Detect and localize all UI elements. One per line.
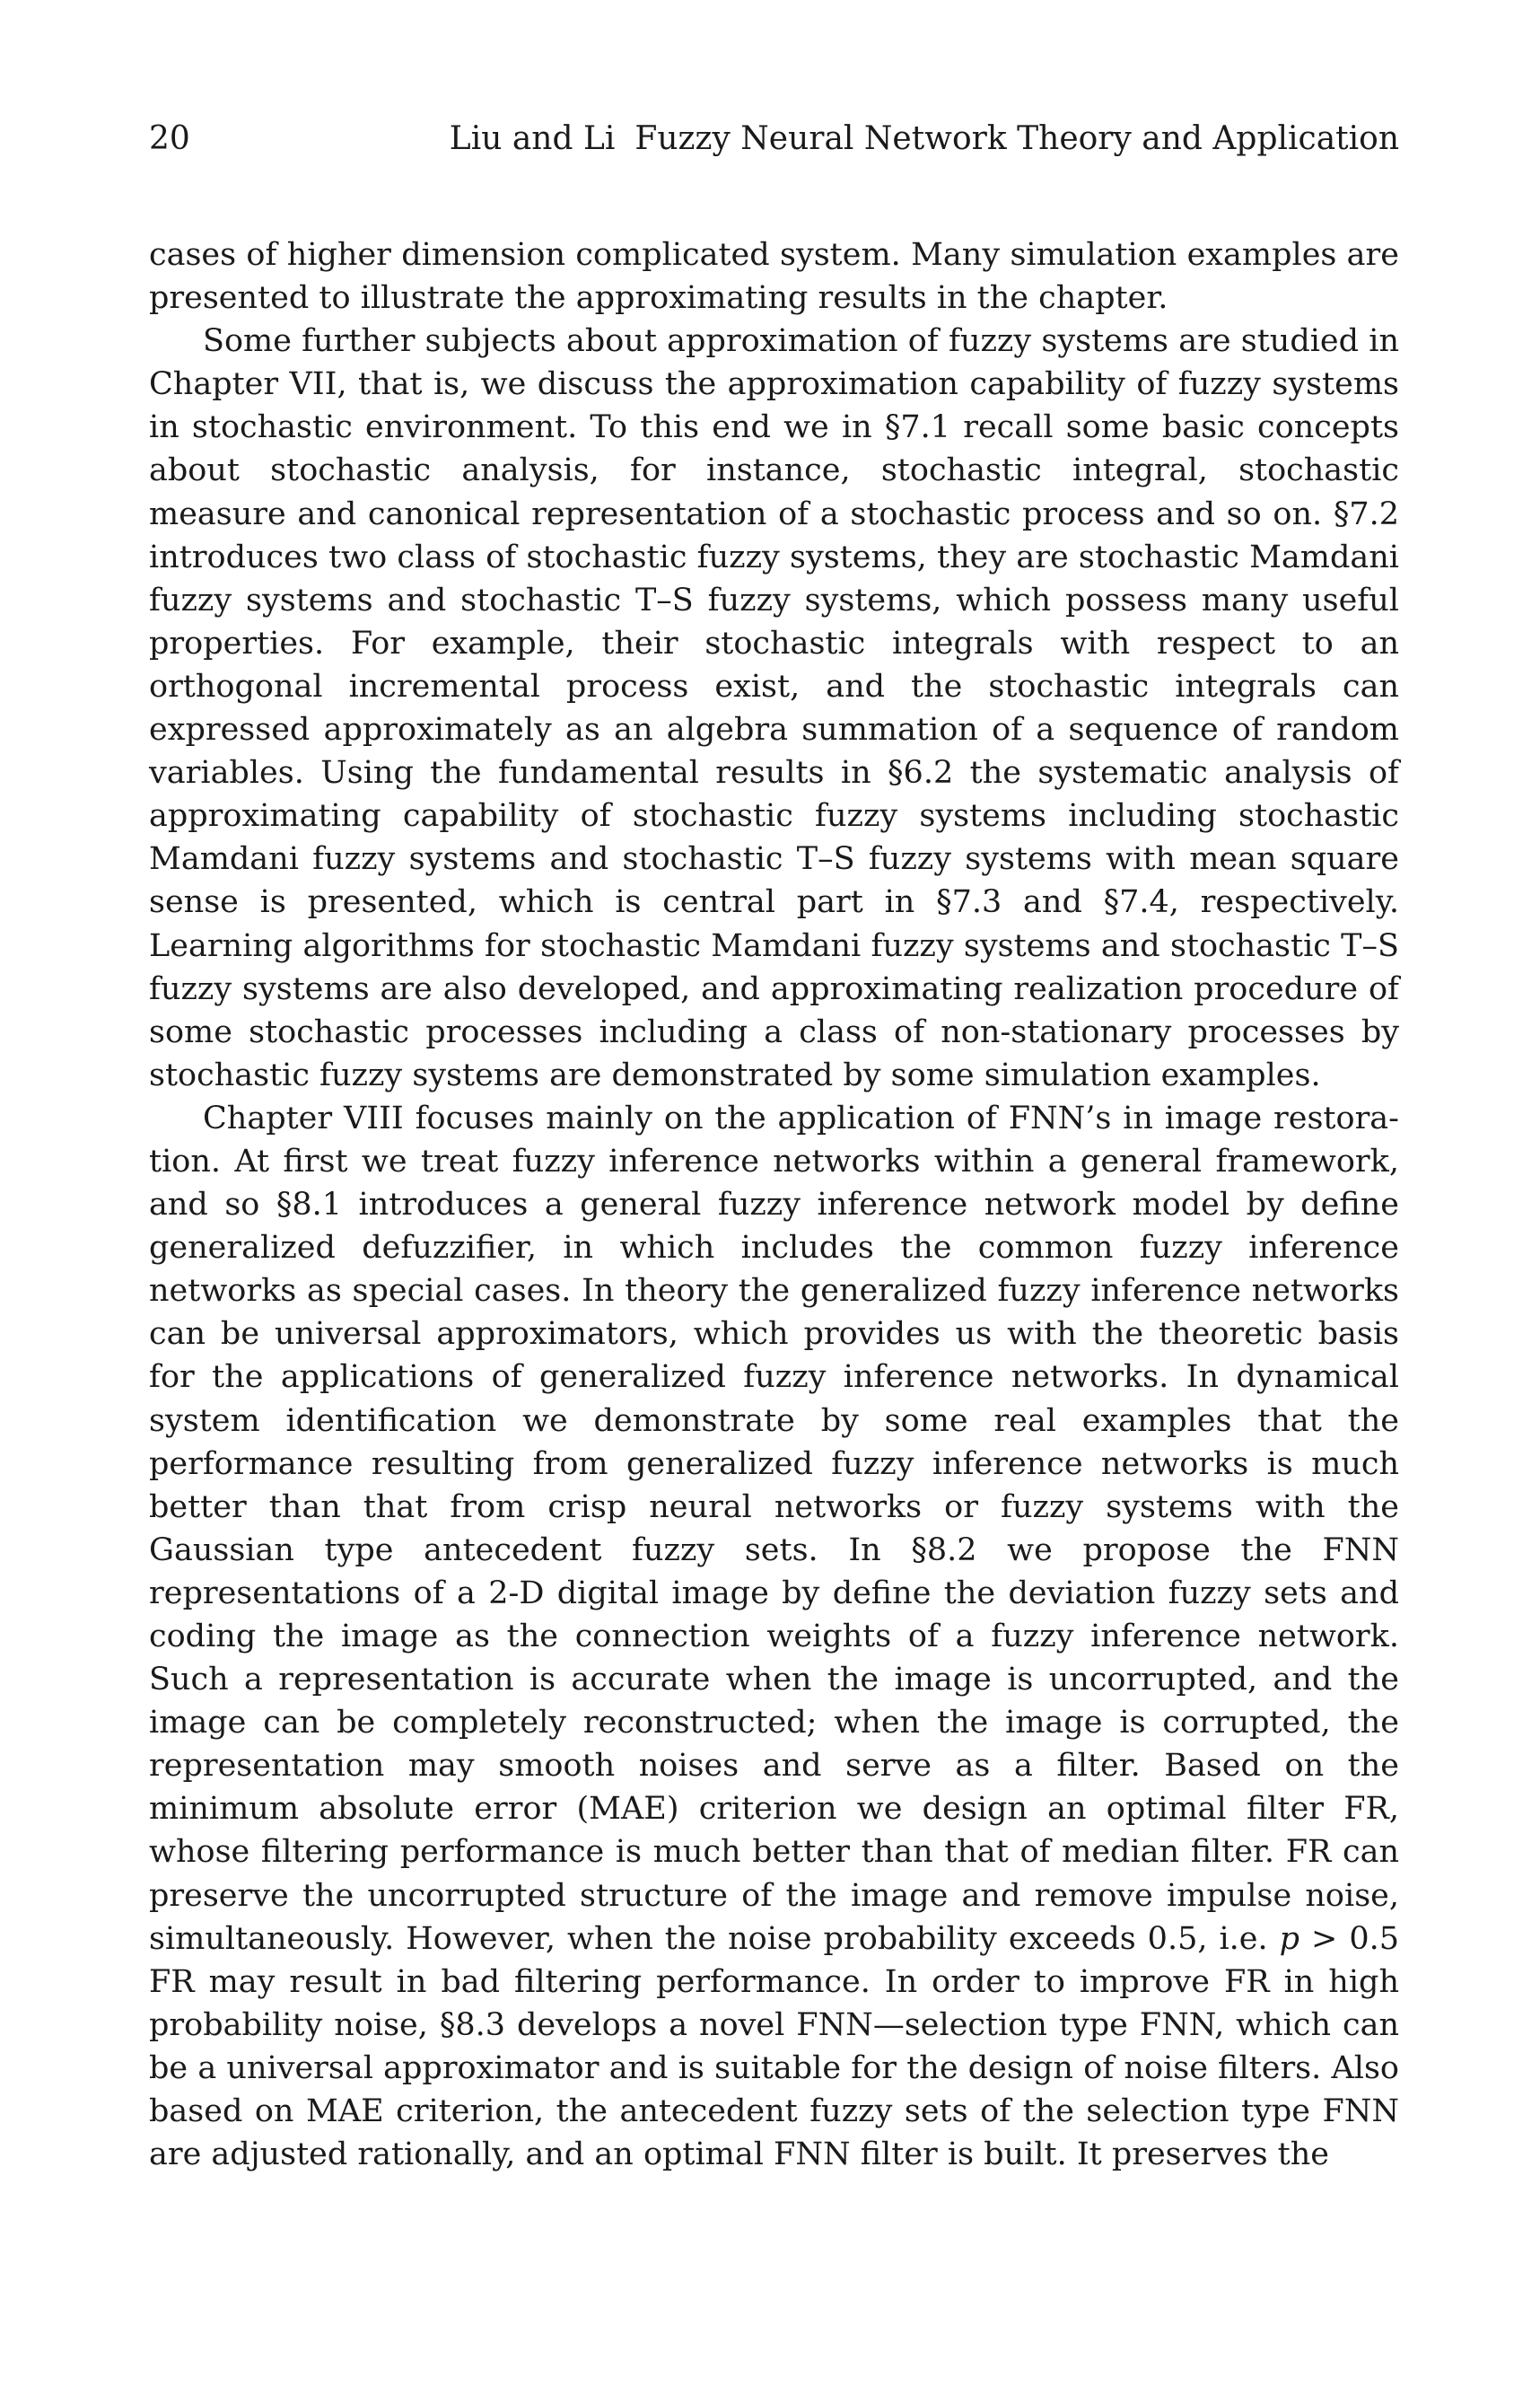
paragraph-text: Chapter VIII focuses mainly on the application of FNN’s in image restoration. At first we treat fuzzy inference networks within a general framework, and so §8.1 introduces a general fuzzy inference network model by define generalized defuzzifier, in which includes the common fuzzy inference networks as special cases. In theory the generalized fuzzy inference networks can be universal approximators, which provides us with the theoretic basis for the applications of generalized fuzzy inference networks. In dynamical system identification we demonstrate by some real examples that the performance resulting from generalized fuzzy inference networks is much better than that from crisp neural networks or fuzzy systems with the Gaussian type antecedent fuzzy sets. In §8.2 we propose the FNN representations of a 2-D digital image by define the deviation fuzzy sets and coding the image as the connection weights of a fuzzy inference network. Such a representation is accurate when the image is uncorrupted, and the image can be completely reconstructed; when the image is corrupted, the representation may smooth noises and serve as a filter. Based on the minimum absolute error (MAE) criterion we design an optimal filter FR, whose filtering performance is much better than that of median filter. FR can preserve the uncorrupted structure of the image and remove impulse noise, simultaneously. However, when the noise probability exceeds 0.5, i.e. [149,1100,1399,1957]
paragraph: cases of higher dimension complicated system. Many simulation examples are presented to illustrate the approximating results in the chapter. [149,237,1399,317]
paragraph [149,1097,1399,2176]
paragraph: Some further subjects about approximation of fuzzy systems are studied in Chapter VII, that is, we discuss the approximation capability of fuzzy systems in stochastic environment. To this end we in §7.1 recall some basic concepts about stochastic analysis, for instance, stochastic integral, stochastic measure and canonical representation of a stochastic process and so on. §7.2 introduces two class of stochastic fuzzy systems, they are stochastic Mamdani fuzzy systems and stochastic T–S fuzzy systems, which possess many useful properties. For example, their stochastic integrals with respect to an orthogonal incremental process exist, and the stochastic integrals can expressed approximately as an algebra summation of a sequence of random variables. Using the fundamental results in §6.2 the systematic analysis of approximating capability of stochastic fuzzy systems including stochastic Mamdani fuzzy systems and stochastic T–S fuzzy systems with mean square sense is presented, which is central part in §7.3 and §7.4, respectively. Learning algorithms for stochastic Mamdani fuzzy systems and stochastic T–S fuzzy systems are also developed, and approximating realization procedure of some stochastic processes including a class of non-stationary processes by stochastic fuzzy systems are demonstrated by some simulation examples. [149,323,1399,1093]
page-number: 20 [149,120,190,157]
running-title [450,117,1399,162]
body-text [149,233,1399,2176]
paragraph-text-continued: > 0.5 FR may result in bad filtering performance. In order to improve FR in high probability noise, §8.3 develops a novel FNN—selection type FNN, which can be a universal approximator and is suitable for the design of noise filters. Also based on MAE criterion, the antecedent fuzzy sets of the selection type FNN are adjusted rationally, and an optimal FNN filter is built. It preserves the [149,1920,1400,2173]
running-head [149,117,1399,162]
book-page [149,117,1399,2176]
running-head-book-title: Fuzzy Neural Network Theory and Application [634,120,1399,157]
running-head-authors: Liu and Li [449,120,616,157]
math-variable: p [1279,1920,1300,1957]
